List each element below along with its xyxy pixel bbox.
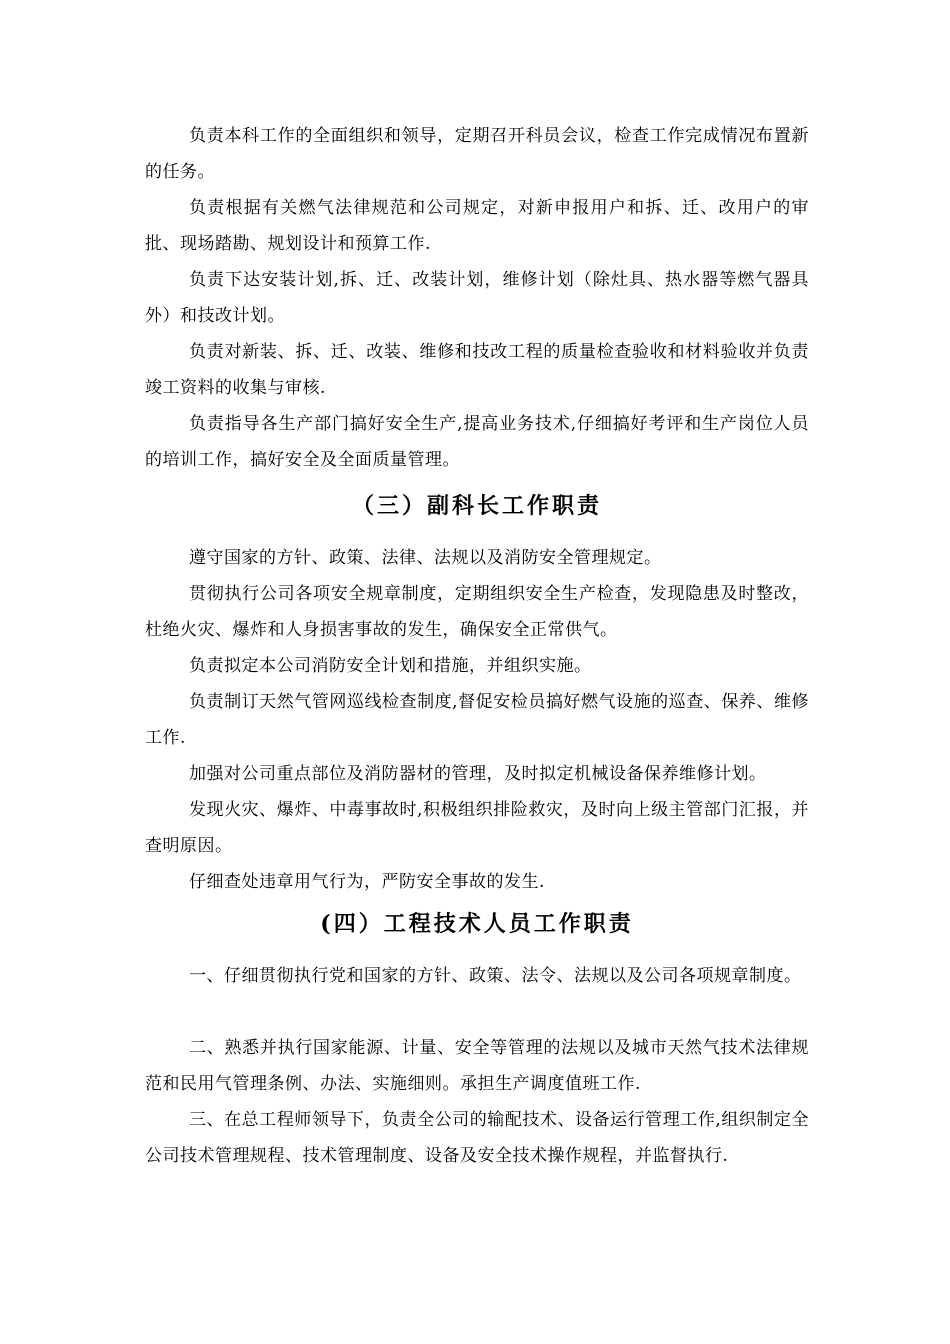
paragraph: 负责指导各生产部门搞好安全生产,提高业务技术,仔细搞好考评和生产岗位人员的培训工作，搞好安全及全面质量管理。 <box>145 414 809 470</box>
paragraph: 一、仔细贯彻执行党和国家的方针、政策、法令、法规以及公司各项规章制度。 <box>189 966 802 986</box>
section-heading: (四）工程技术人员工作职责 <box>320 911 634 937</box>
paragraph: 负责本科工作的全面组织和领导，定期召开科员会议，检查工作完成情况布置新的任务。 <box>145 126 809 182</box>
paragraph: 发现火灾、爆炸、中毒事故时,积极组织排险救灾，及时向上级主管部门汇报，并查明原因。 <box>145 800 809 856</box>
paragraph: 负责对新装、拆、迁、改装、维修和技改工程的质量检查验收和材料验收并负责竣工资料的收集与审核. <box>145 342 809 398</box>
paragraph: 负责根据有关燃气法律规范和公司规定，对新申报用户和拆、迁、改用户的审批、现场踏勘、规划设计和预算工作. <box>145 198 809 254</box>
paragraph: 负责拟定本公司消防安全计划和措施，并组织实施。 <box>189 656 592 676</box>
paragraph: 遵守国家的方针、政策、法律、法规以及消防安全管理规定。 <box>189 548 662 568</box>
section-heading: （三）副科长工作职责 <box>351 493 602 519</box>
paragraph: 贯彻执行公司各项安全规章制度，定期组织安全生产检查，发现隐患及时整改，杜绝火灾、爆炸和人身损害事故的发生，确保安全正常供气。 <box>145 584 809 640</box>
paragraph: 加强对公司重点部位及消防器材的管理，及时拟定机械设备保养维修计划。 <box>189 764 767 784</box>
paragraph: 负责下达安装计划,拆、迁、改装计划，维修计划（除灶具、热水器等燃气器具外）和技改计划。 <box>145 270 809 326</box>
paragraph: 仔细查处违章用气行为，严防安全事故的发生. <box>189 872 545 892</box>
paragraph: 三、在总工程师领导下，负责全公司的输配技术、设备运行管理工作,组织制定全公司技术管理规程、技术管理制度、设备及安全技术操作规程，并监督执行. <box>145 1110 809 1166</box>
paragraph: 二、熟悉并执行国家能源、计量、安全等管理的法规以及城市天然气技术法律规范和民用气管理条例、办法、实施细则。承担生产调度值班工作. <box>145 1038 809 1094</box>
paragraph: 负责制订天然气管网巡线检查制度,督促安检员搞好燃气设施的巡查、保养、维修工作. <box>145 692 809 748</box>
